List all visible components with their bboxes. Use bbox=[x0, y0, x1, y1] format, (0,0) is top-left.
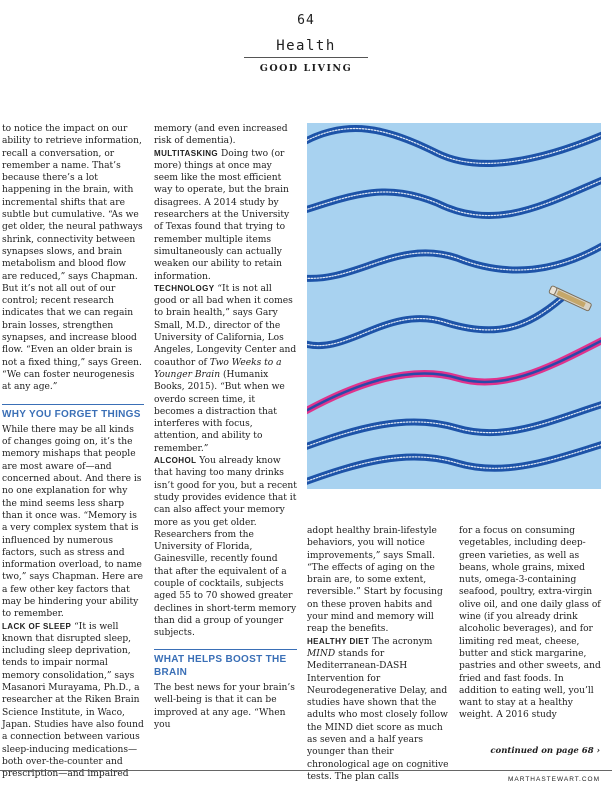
forget-paragraph: While there may be all kinds of changes going on, it’s the memory mishaps that people are most aware of—and concerned about. And there is no one explanation for why the mind seems less sharp than it once was. “Memory is a very complex system that is influenced by numerous factors, such as stress and information overload, to name two,” says Chapman. Here are a few other key factors that may be hindering your ability to remember. bbox=[2, 424, 143, 620]
header-divider bbox=[244, 57, 368, 58]
alcohol-paragraph bbox=[154, 455, 297, 639]
sleep-paragraph bbox=[2, 621, 144, 781]
continued-text: continued on page 68 bbox=[490, 746, 594, 756]
article-column-2 bbox=[154, 123, 297, 731]
sleep-text: “It is well known that disrupted sleep, including sleep deprivation, tends to impair normal memory consolidation,” says Masanori Murayama, Ph.D., a researcher at the Riken Brain Science Institute, in Waco, Japan. Studies have also found a connection between various sleep-inducing medications—both over-the-counter and prescription—and impaired bbox=[2, 621, 144, 780]
diet-text-2: stands for Mediterranean-DASH Intervention for Neurodegenerative Delay, and studies have shown that the adults who most closely follow the MIND diet score as much as seven and a half years younger than their chronological age on cognitive tests. The plan calls bbox=[307, 648, 449, 782]
section-title: Health bbox=[276, 38, 336, 54]
technology-lead: TECHNOLOGY bbox=[154, 283, 215, 293]
alcohol-text: You already know that having too many drinks isn’t good for you, but a recent study provides evidence that it can also affect your memory more as you get older. Researchers from the University of Florida, Gainesville, recently found that after the equivalent of a couple of cocktails, subjects aged 55 to 70 showed greater declines in short-term memory than did a group of younger subjects. bbox=[154, 456, 297, 639]
section-heading-boost: WHAT HELPS BOOST THE BRAIN bbox=[154, 654, 287, 678]
technology-text-2: (Humanix Books, 2015). “But when we overdo screen time, it becomes a distraction that interferes with focus, attention, and ability to remember.” bbox=[154, 369, 285, 454]
technology-paragraph bbox=[154, 283, 297, 455]
footer-divider bbox=[0, 770, 612, 771]
page-header bbox=[0, 0, 612, 80]
multitasking-paragraph bbox=[154, 148, 297, 283]
multitasking-lead: MULTITASKING bbox=[154, 148, 219, 158]
chevron-right-icon: › bbox=[596, 746, 600, 756]
section-heading-forget: WHY YOU FORGET THINGS bbox=[2, 408, 141, 420]
article-column-1 bbox=[2, 123, 144, 780]
mind-acronym: MIND bbox=[307, 648, 336, 659]
intro-paragraph: to notice the impact on our ability to retrieve information, recall a conversation, or remember a name. That’s because there’s a lot happening in the brain, with incremental shifts that are subtle but cumulative. “As we get older, the neural pathways shrink, connectivity between synapses slows, and brain metabolism and blood flow are reduced,” says Chapman. But it’s not all out of our control; recent research indicates that we can regain brain losses, strengthen synapses, and increase blood flow. “Even an older brain is not a fixed thing,” says Green. “We can foster neurogenesis at any age.” bbox=[2, 124, 143, 393]
diet-continued-paragraph: for a focus on consuming vegetables, including deep-green varieties, as well as beans, whole grains, mixed nuts, omega-3-containing seafood, poultry, extra-virgin olive oil, and one daily glass of wine (if you already drink alcoholic beverages), and for limiting red meat, cheese, butter and stick margarine, pastries and other sweets, and fried and fast foods. In addition to eating well, you’ll want to stay at a healthy weight. A 2016 study bbox=[459, 526, 601, 721]
diet-paragraph bbox=[307, 636, 449, 784]
alcohol-lead: ALCOHOL bbox=[154, 456, 197, 466]
diet-text-1: The acronym bbox=[372, 636, 433, 647]
continued-link[interactable] bbox=[480, 746, 600, 756]
page-number: 64 bbox=[297, 13, 315, 28]
technology-text-1: “It is not all good or all bad when it comes to brain health,” says Gary Small, M.D., director of the University of California, Los Angeles, Longevity Center and coauthor of bbox=[154, 283, 297, 368]
sleep-lead: LACK OF SLEEP bbox=[2, 621, 72, 631]
continued-text: memory (and even increased risk of dementia). bbox=[154, 124, 288, 147]
continued-text: adopt healthy brain-lifestyle behaviors, you will notice improvements,” says Small. “The effects of aging on the brain are, to some extent, reversible.” Start by focusing on these proven habits and your mind and memory will reap the benefits. bbox=[307, 526, 443, 635]
boost-paragraph: The best news for your brain’s well-being is that it can be improved at any age. “When you bbox=[154, 683, 295, 730]
multitasking-text: Doing two (or more) things at once may seem like the most efficient way to operate, but the brain disagrees. A 2014 study by researchers at the University of Texas found that trying to remember multiple items simultaneously can actually weaken our ability to retain information. bbox=[154, 148, 290, 282]
book-title: Two Weeks to a Younger Brain bbox=[154, 357, 282, 380]
subsection-title: GOOD LIVING bbox=[259, 63, 353, 74]
footer-url: MARTHASTEWART.COM bbox=[508, 776, 600, 783]
zipper-illustration bbox=[307, 123, 601, 489]
article-column-3 bbox=[307, 525, 449, 783]
heading-divider bbox=[2, 404, 144, 405]
diet-lead: HEALTHY DIET bbox=[307, 636, 370, 646]
heading-divider bbox=[154, 649, 297, 650]
article-column-4 bbox=[459, 525, 601, 722]
